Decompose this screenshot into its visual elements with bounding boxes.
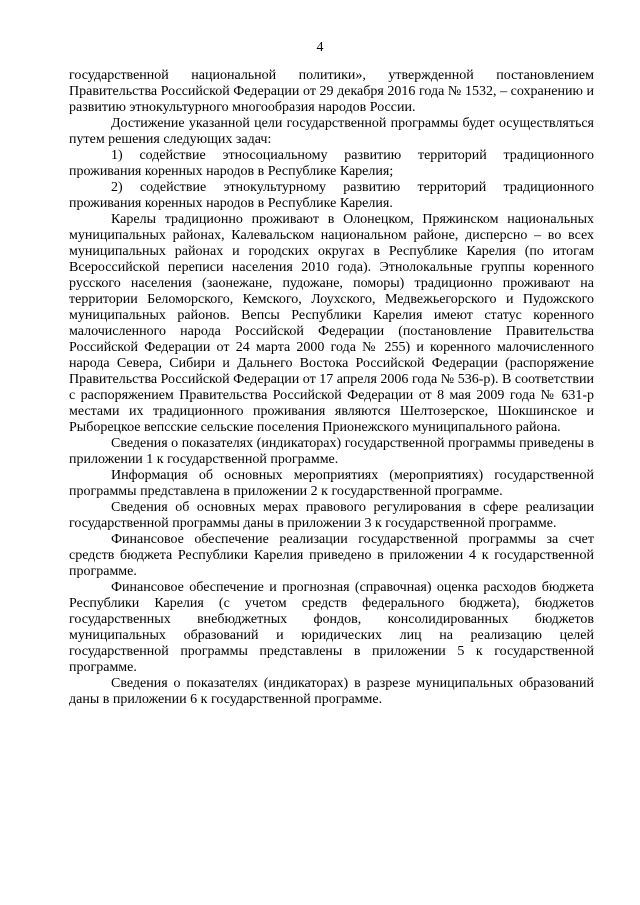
paragraph-task-2: 2) содействие этнокультурному развитию территорий традиционного проживания коренных народов в Республике Карелия. xyxy=(69,180,594,211)
paragraph-appendix-2: Информация об основных мероприятиях (мероприятиях) государственной программы представлена в приложении 2 к государственной программе. xyxy=(69,468,594,499)
paragraph-appendix-1: Сведения о показателях (индикаторах) государственной программы приведены в приложении 1 к государственной программе. xyxy=(69,436,594,467)
paragraph-appendix-4: Финансовое обеспечение реализации государственной программы за счет средств бюджета Республики Карелия приведено в приложении 4 к государственной программе. xyxy=(69,532,594,579)
paragraph-appendix-3: Сведения об основных мерах правового регулирования в сфере реализации государственной программы даны в приложении 3 к государственной программе. xyxy=(69,500,594,531)
document-body xyxy=(69,68,594,708)
paragraph-goal-achievement: Достижение указанной цели государственной программы будет осуществляться путем решения следующих задач: xyxy=(69,116,594,147)
paragraph-appendix-5: Финансовое обеспечение и прогнозная (справочная) оценка расходов бюджета Республики Карелия (с учетом средств федерального бюджета), бюджетов государственных внебюджетных фондов, консолидированных бюджетов муниципальных образований и юридических лиц на реализацию целей государственной программы представлены в приложении 5 к государственной программе. xyxy=(69,580,594,675)
paragraph-task-1: 1) содействие этносоциальному развитию территорий традиционного проживания коренных народов в Республике Карелия; xyxy=(69,148,594,179)
paragraph-appendix-6: Сведения о показателях (индикаторах) в разрезе муниципальных образований даны в приложении 6 к государственной программе. xyxy=(69,676,594,707)
paragraph-peoples-residence: Карелы традиционно проживают в Олонецком, Пряжинском национальных муниципальных районах, Калевальском национальном районе, дисперсно – во всех муниципальных районах и городских округах в Республике Карелия (по итогам Всероссийской переписи населения 2010 года). Этнолокальные группы коренного русского населения (заонежане, пудожане, поморы) традиционно проживают на территории Беломорского, Кемского, Лоухского, Медвежьегорского и Пудожского муниципальных районов. Вепсы Республики Карелия имеют статус коренного малочисленного народа Российской Федерации (постановление Правительства Российской Федерации от 24 марта 2000 года № 255) и коренного малочисленного народа Севера, Сибири и Дальнего Востока Российской Федерации (распоряжение Правительства Российской Федерации от 17 апреля 2006 года № 536-р). В соответствии с распоряжением Правительства Российской Федерации от 8 мая 2009 года № 631-р местами их традиционного проживания являются Шелтозерское, Шокшинское и Рыборецкое вепсские сельские поселения Прионежского муниципального района. xyxy=(69,212,594,435)
page-number: 4 xyxy=(316,40,324,55)
paragraph-continuation: государственной национальной политики», утвержденной постановлением Правительства Российской Федерации от 29 декабря 2016 года № 1532, – сохранению и развитию этнокультурного многообразия народов России. xyxy=(69,68,594,115)
